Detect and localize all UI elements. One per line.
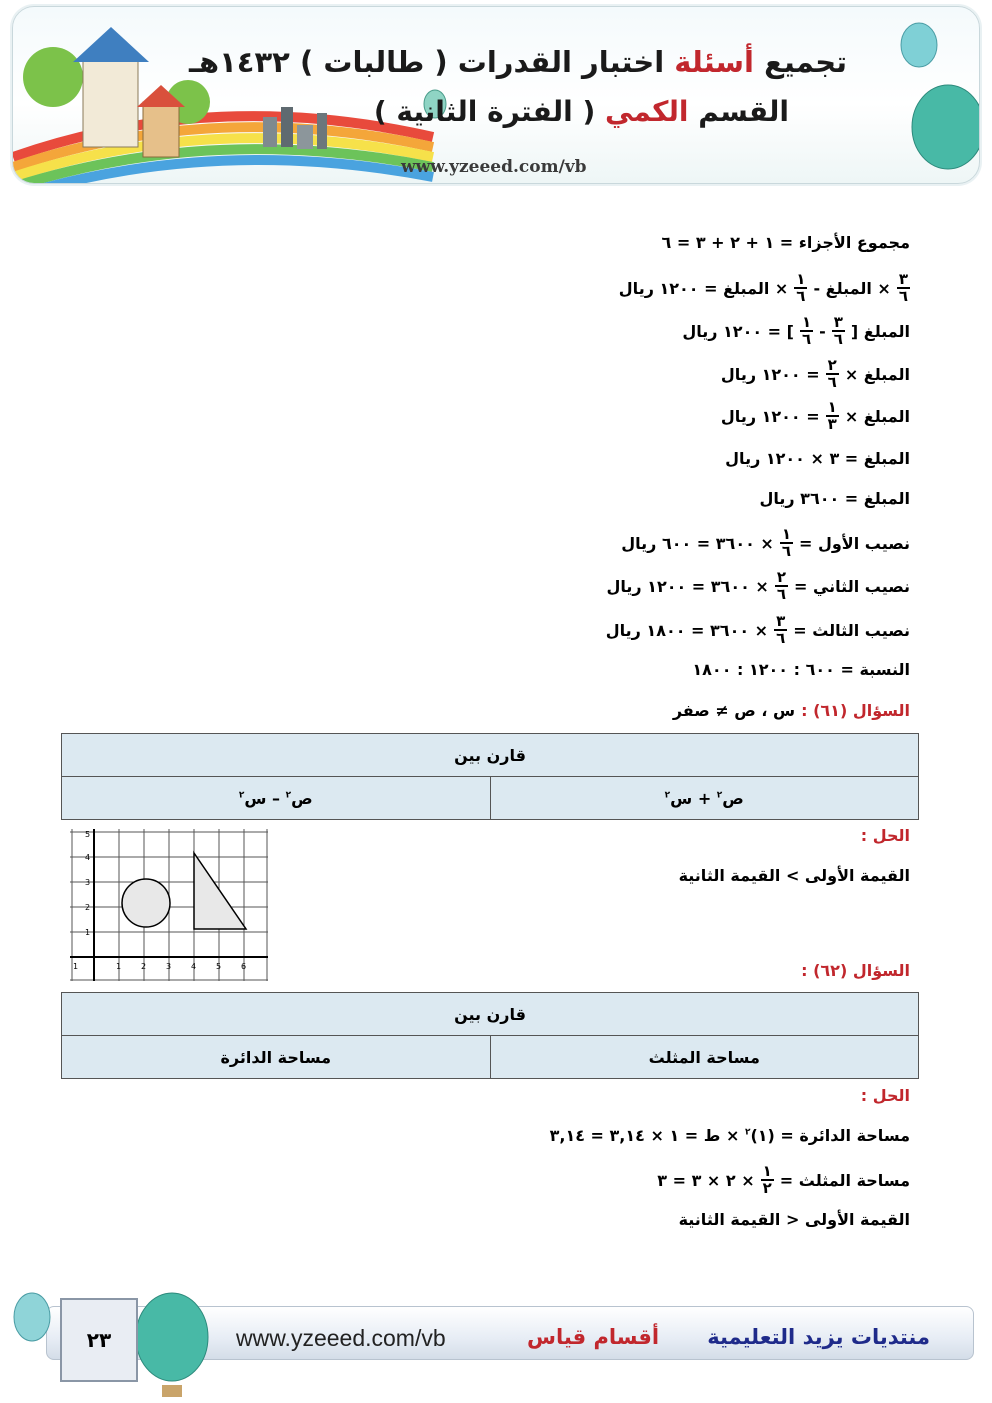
y-tick: 1: [85, 928, 91, 937]
header-subtitle: القسم الكمي ( الفترة الثانية ): [373, 95, 789, 128]
y-tick: 4: [85, 853, 91, 862]
fraction: $\frac{٣}{٦}$: [776, 612, 786, 647]
y-tick: 5: [85, 830, 91, 839]
compare-table-61: [61, 733, 919, 820]
fraction: $\frac{١}{٦}$: [781, 525, 791, 560]
compare-header: قارن بين: [62, 734, 919, 777]
line-share-third: نصيب الثالث = $\frac{٣}{٦}$ × ٣٦٠٠ = ١٨٠٠ ريال: [605, 612, 910, 647]
x-tick: 5: [216, 962, 222, 971]
fraction: $\frac{١}{٣}$: [827, 398, 837, 433]
header-banner: [12, 6, 980, 184]
axis-label-left: 1: [73, 962, 79, 971]
line-ratio: النسبة = ٦٠٠ : ١٢٠٠ : ١٨٠٠: [692, 660, 910, 679]
x-tick: 6: [241, 962, 247, 971]
footer: [0, 1285, 992, 1403]
fraction: $\frac{٢}{٦}$: [827, 356, 837, 391]
fraction: $\frac{١}{٢}$: [762, 1162, 772, 1197]
footer-forum-name: منتديات يزيد التعليمية: [707, 1325, 930, 1349]
x-tick: 2: [141, 962, 147, 971]
grid-figure: [70, 829, 268, 981]
triangle-shape: [194, 853, 246, 929]
compare-col-2: مساحة الدائرة: [62, 1036, 491, 1079]
x-tick: 4: [191, 962, 197, 971]
line-equation-5: المبلغ = ٣ × ١٢٠٠ ريال: [725, 449, 910, 468]
answer-61: القيمة الأولى > القيمة الثانية: [678, 866, 910, 885]
page-number: ٢٣: [60, 1298, 138, 1382]
compare-col-1: مساحة المثلث: [490, 1036, 919, 1079]
y-tick: 2: [85, 903, 91, 912]
line-equation-2: المبلغ [ $\frac{٣}{٦}$ - $\frac{١}{٦}$ ] = ١٢٠٠ ريال: [682, 313, 910, 348]
header-url: www.yzeeed.com/vb: [401, 157, 587, 177]
line-sum-parts: مجموع الأجزاء = ١ + ٢ + ٣ = ٦: [661, 233, 910, 252]
line-equation-6: المبلغ = ٣٦٠٠ ريال: [759, 489, 910, 508]
compare-table-62: [61, 992, 919, 1079]
answer-62: القيمة الأولى < القيمة الثانية: [678, 1210, 910, 1229]
line-equation-3: المبلغ × $\frac{٢}{٦}$ = ١٢٠٠ ريال: [720, 356, 910, 391]
line-equation-4: المبلغ × $\frac{١}{٣}$ = ١٢٠٠ ريال: [720, 398, 910, 433]
fraction: $\frac{١}{٦}$: [801, 313, 812, 348]
line-share-first: نصيب الأول = $\frac{١}{٦}$ × ٣٦٠٠ = ٦٠٠ ريال: [621, 525, 910, 560]
triangle-area-line: مساحة المثلث = $\frac{١}{٢}$ × ٢ × ٣ = ٣: [657, 1162, 910, 1197]
circle-area-line: مساحة الدائرة = (١)$^٢$ × ط = ١ × ٣,١٤ = ٣,١٤: [549, 1126, 910, 1145]
x-tick: 3: [166, 962, 172, 971]
y-tick: 3: [85, 878, 91, 887]
compare-header: قارن بين: [62, 993, 919, 1036]
compare-col-1: ص$^٢$ + س$^٢$: [490, 777, 919, 820]
fraction: $\frac{٣}{٦}$: [898, 270, 908, 305]
footer-section[interactable]: أقسام قياس: [527, 1325, 660, 1349]
circle-shape: [122, 879, 170, 927]
line-equation-1: $\frac{٣}{٦}$ × المبلغ - $\frac{١}{٦}$ × المبلغ = ١٢٠٠ ريال: [618, 270, 908, 305]
question-61: السؤال (٦١) : س ، ص ≠ صفر: [672, 701, 910, 720]
compare-col-2: ص$^٢$ – س$^٢$: [62, 777, 491, 820]
line-share-second: نصيب الثاني = $\frac{٢}{٦}$ × ٣٦٠٠ = ١٢٠٠ ريال: [606, 568, 910, 603]
fraction: $\frac{١}{٦}$: [796, 270, 806, 305]
question-62: السؤال (٦٢) :: [801, 961, 910, 980]
x-tick: 1: [116, 962, 122, 971]
fraction: $\frac{٣}{٦}$: [833, 313, 843, 348]
fraction: $\frac{٢}{٦}$: [776, 568, 786, 603]
header-title: تجميع أسئلة اختبار القدرات ( طالبات ) ١٤٣٢هـ: [189, 45, 847, 79]
footer-url[interactable]: www.yzeeed.com/vb: [236, 1325, 446, 1351]
solution-label-62: الحل :: [860, 1086, 910, 1105]
solution-label-61: الحل :: [860, 826, 910, 845]
